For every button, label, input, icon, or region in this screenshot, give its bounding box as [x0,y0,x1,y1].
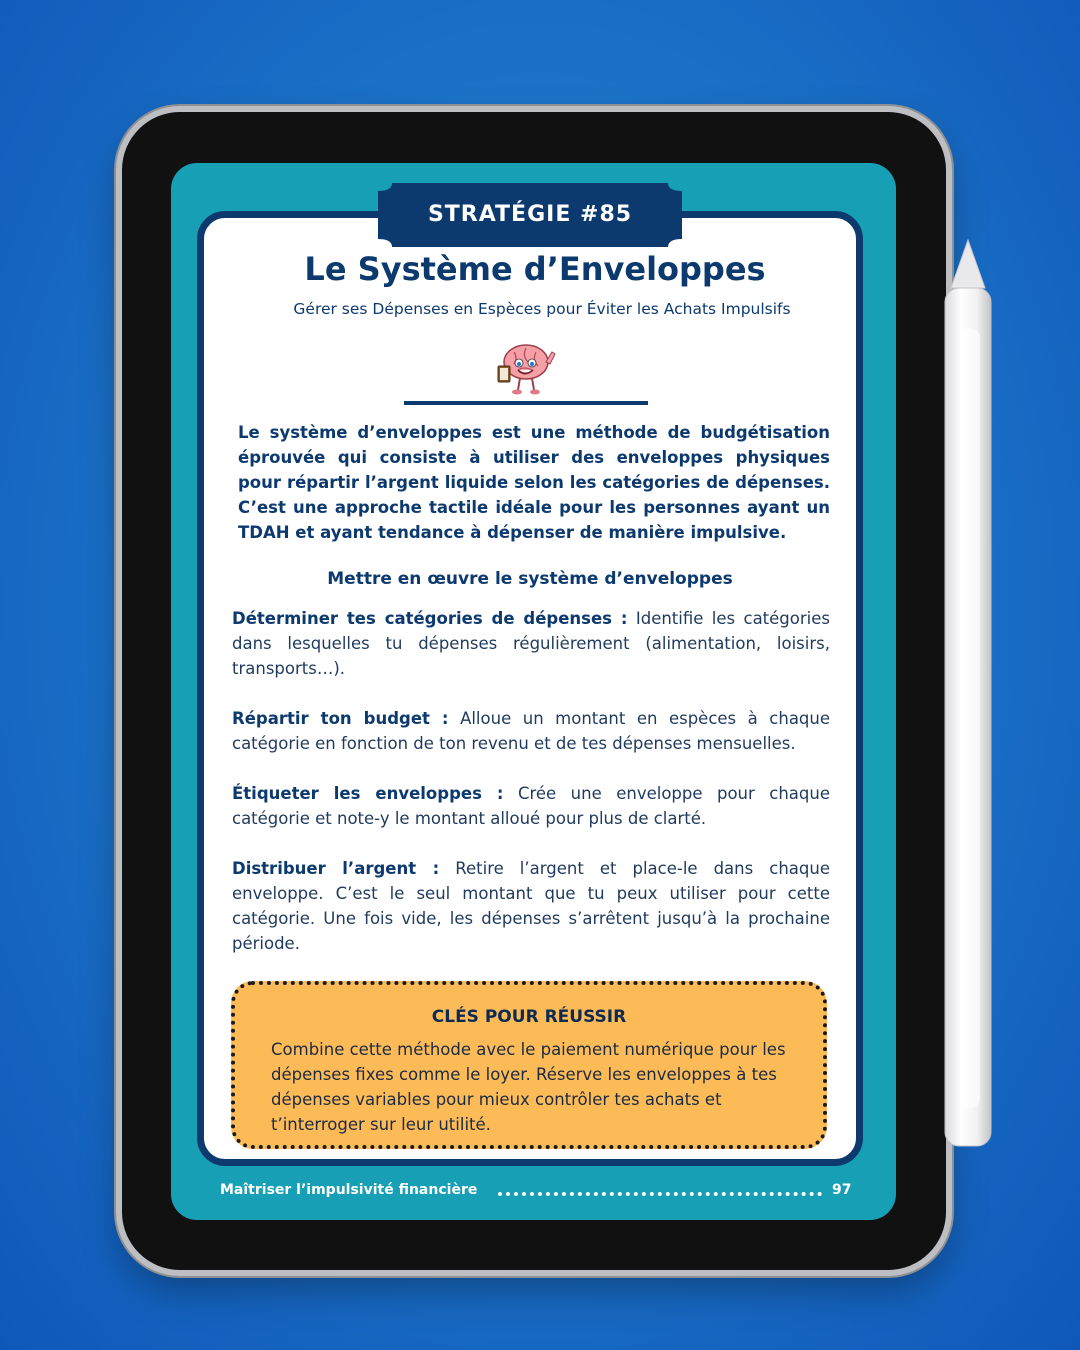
keys-text: Combine cette méthode avec le paiement numérique pour les dépenses fixes comme le loyer. Réserve les enveloppes à tes dépenses variables pour mieux contrôler tes achats et t’interroger sur leur utilité. [271,1040,786,1134]
page-title: Le Système d’Enveloppes [304,250,766,288]
footer-page-number: 97 [832,1182,852,1198]
step-text: Crée une enveloppe pour chaque catégorie et note-y le montant alloué pour plus de clarté. [232,784,830,828]
steps-list [232,606,830,981]
step-text: Retire l’argent et place-le dans chaque enveloppe. C’est le seul montant que tu peux utiliser pour cette catégorie. Une fois vide, les dépenses s’arrêtent jusqu’à la prochaine période. [232,859,830,953]
step-item [232,781,830,831]
step-label: Répartir ton budget : [232,709,449,728]
page-subtitle: Gérer ses Dépenses en Espèces pour Éviter les Achats Impulsifs [293,300,791,318]
section-heading: Mettre en œuvre le système d’enveloppes [327,569,733,589]
step-item [232,856,830,956]
brain-mascot-icon [488,340,564,398]
keys-to-success-box [231,981,827,1149]
stylus-pencil [940,238,996,1150]
step-item [232,706,830,756]
step-text: Identifie les catégories dans lesquelles tu dépenses régulièrement (alimentation, loisirs, transports…). [232,609,830,678]
step-label: Étiqueter les enveloppes : [232,784,504,803]
title-divider [404,401,648,405]
step-item [232,606,830,681]
step-text: Alloue un montant en espèces à chaque catégorie en fonction de ton revenu et de tes dépenses mensuelles. [232,709,831,753]
step-label: Distribuer l’argent : [232,859,440,878]
strategy-banner [378,183,682,247]
step-label: Déterminer tes catégories de dépenses : [232,609,628,628]
intro-paragraph: Le système d’enveloppes est une méthode de budgétisation éprouvée qui consiste à utiliser des enveloppes physiques pour répartir l’argent liquide selon les catégories de dépenses. C’est une approche tactile idéale pour les personnes ayant un TDAH et ayant tendance à dépenser de manière impulsive. [238,423,830,542]
footer-book-title: Maîtriser l’impulsivité financière [220,1182,478,1198]
keys-title: CLÉS POUR RÉUSSIR [431,1007,627,1027]
footer-dotted-leader [498,1192,822,1196]
strategy-banner-label: STRATÉGIE #85 [427,202,633,227]
